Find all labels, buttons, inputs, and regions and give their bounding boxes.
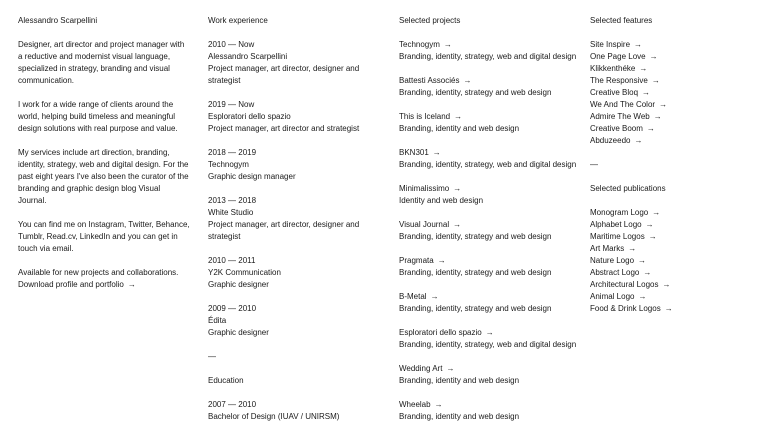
project-description: Branding, identity, strategy, web and digital design: [399, 340, 577, 349]
arrow-right-icon: →: [638, 292, 647, 301]
project-description: Branding, identity and web design: [399, 412, 520, 421]
feature-link[interactable]: Creative Bloq →: [590, 88, 651, 97]
education-years: 2007 — 2010: [208, 400, 257, 409]
download-profile-link[interactable]: Download profile and portfolio →: [18, 280, 136, 289]
work-years: 2013 — 2018: [208, 196, 257, 205]
project-link[interactable]: B-Metal →: [399, 292, 439, 301]
work-entry: [208, 99, 380, 135]
project-link[interactable]: This is Iceland →: [399, 112, 463, 121]
work-years: 2019 — Now: [208, 100, 255, 109]
project-description: Branding, identity, strategy, web and digital design: [399, 52, 577, 61]
project-description: Branding, identity and web design: [399, 376, 520, 385]
feature-link[interactable]: We And The Color →: [590, 100, 668, 109]
work-years: 2009 — 2010: [208, 304, 257, 313]
feature-link[interactable]: Creative Boom →: [590, 124, 655, 133]
arrow-right-icon: →: [446, 364, 455, 373]
project-link[interactable]: Wedding Art →: [399, 364, 455, 373]
feature-link[interactable]: Klikkenthéke →: [590, 64, 648, 73]
project-item: [399, 399, 579, 423]
work-role: Graphic designer: [208, 328, 269, 337]
project-item: [399, 327, 579, 351]
project-link[interactable]: Pragmata →: [399, 256, 446, 265]
bio-paragraph: My services include art direction, branding, identity, strategy, web and digital design. For the past eight years I've also been the curator of the branding and graphic design blog Visual Journal.: [18, 148, 189, 205]
project-item: [399, 39, 579, 63]
bio-paragraph: I work for a wide range of clients around the world, helping build timeless and meaningful design solutions with real purpose and value.: [18, 100, 178, 133]
project-description: Branding, identity, strategy and web design: [399, 232, 552, 241]
project-link[interactable]: BKN301 →: [399, 148, 441, 157]
features-column: [590, 15, 770, 315]
features-list: [590, 39, 770, 147]
selected-projects-heading: Selected projects: [399, 16, 461, 25]
arrow-right-icon: →: [430, 292, 439, 301]
publication-link[interactable]: Art Marks →: [590, 244, 637, 253]
project-item: [399, 75, 579, 99]
arrow-right-icon: →: [485, 328, 494, 337]
arrow-right-icon: →: [646, 124, 655, 133]
selected-publications-heading: Selected publications: [590, 184, 666, 193]
arrow-right-icon: →: [662, 280, 671, 289]
bio-paragraph: Designer, art director and project manager with a reductive and modernist visual language, specialized in strategy, branding and visual communication.: [18, 40, 185, 85]
arrow-right-icon: →: [664, 304, 673, 313]
project-description: Branding, identity, strategy and web design: [399, 88, 552, 97]
publication-link[interactable]: Nature Logo →: [590, 256, 647, 265]
work-years: 2010 — Now: [208, 40, 255, 49]
about-column: [18, 15, 190, 291]
arrow-right-icon: →: [634, 40, 643, 49]
arrow-right-icon: →: [653, 112, 662, 121]
feature-link[interactable]: Site Inspire →: [590, 40, 643, 49]
work-entry: [208, 255, 380, 291]
project-item: [399, 255, 579, 279]
publication-link[interactable]: Architectural Logos →: [590, 280, 671, 289]
work-role: Graphic design manager: [208, 172, 296, 181]
work-years: 2018 — 2019: [208, 148, 257, 157]
section-separator: —: [208, 352, 216, 361]
arrow-right-icon: →: [651, 76, 660, 85]
publications-list: [590, 207, 770, 315]
project-description: Branding, identity, strategy and web design: [399, 268, 552, 277]
arrow-right-icon: →: [642, 88, 651, 97]
bio-paragraph: You can find me on Instagram, Twitter, Behance, Tumblr, Read.cv, LinkedIn and you can get in touch via email.: [18, 220, 190, 253]
work-org: White Studio: [208, 208, 254, 217]
publication-link[interactable]: Food & Drink Logos →: [590, 304, 673, 313]
work-org: Alessandro Scarpellini: [208, 52, 288, 61]
work-org: Esploratori dello spazio: [208, 112, 291, 121]
education-heading: Education: [208, 376, 244, 385]
work-years: 2010 — 2011: [208, 256, 256, 265]
project-link[interactable]: Visual Journal →: [399, 220, 462, 229]
project-link[interactable]: Minimalissimo →: [399, 184, 462, 193]
project-link[interactable]: Wheelab →: [399, 400, 443, 409]
arrow-right-icon: →: [454, 112, 463, 121]
project-description: Branding, identity and web design: [399, 124, 520, 133]
arrow-right-icon: →: [652, 208, 661, 217]
project-link[interactable]: Esploratori dello spazio →: [399, 328, 494, 337]
arrow-right-icon: →: [127, 280, 136, 289]
publication-link[interactable]: Monogram Logo →: [590, 208, 661, 217]
work-entry: [208, 195, 380, 243]
work-org: Technogym: [208, 160, 249, 169]
arrow-right-icon: →: [649, 52, 658, 61]
project-link[interactable]: Technogym →: [399, 40, 452, 49]
arrow-right-icon: →: [639, 64, 648, 73]
project-item: [399, 219, 579, 243]
arrow-right-icon: →: [453, 184, 462, 193]
site-owner-name: Alessandro Scarpellini: [18, 16, 98, 25]
work-org: Édita: [208, 316, 227, 325]
work-role: Project manager, art director and strategist: [208, 124, 360, 133]
work-entry: [208, 147, 380, 183]
publication-link[interactable]: Maritime Logos →: [590, 232, 657, 241]
work-column: [208, 15, 380, 435]
arrow-right-icon: →: [628, 244, 637, 253]
section-separator: —: [590, 160, 598, 169]
arrow-right-icon: →: [645, 220, 654, 229]
arrow-right-icon: →: [648, 232, 657, 241]
projects-column: [399, 15, 579, 435]
work-experience-heading: Work experience: [208, 16, 268, 25]
education-entry: [208, 399, 380, 423]
arrow-right-icon: →: [453, 220, 462, 229]
arrow-right-icon: →: [443, 40, 452, 49]
work-entry: [208, 39, 380, 87]
project-item: [399, 363, 579, 387]
arrow-right-icon: →: [638, 256, 647, 265]
project-item: [399, 183, 579, 207]
work-entry: [208, 303, 380, 339]
arrow-right-icon: →: [437, 256, 446, 265]
availability-block: [18, 267, 190, 291]
arrow-right-icon: →: [432, 148, 441, 157]
selected-features-heading: Selected features: [590, 16, 653, 25]
arrow-right-icon: →: [643, 268, 652, 277]
feature-link[interactable]: The Responsive →: [590, 76, 660, 85]
project-item: [399, 147, 579, 171]
project-link[interactable]: Battesti Associés →: [399, 76, 472, 85]
project-item: [399, 111, 579, 135]
work-org: Y2K Communication: [208, 268, 281, 277]
publication-link[interactable]: Animal Logo →: [590, 292, 647, 301]
publication-link[interactable]: Abstract Logo →: [590, 268, 652, 277]
work-role: Project manager, art director, designer and strategist: [208, 220, 360, 241]
arrow-right-icon: →: [463, 76, 472, 85]
work-role: Graphic designer: [208, 280, 269, 289]
feature-link[interactable]: Abduzeedo →: [590, 136, 643, 145]
arrow-right-icon: →: [434, 400, 443, 409]
education-org: Bachelor of Design (IUAV / UNIRSM): [208, 412, 340, 421]
project-description: Identity and web design: [399, 196, 484, 205]
work-role: Project manager, art director, designer and strategist: [208, 64, 360, 85]
arrow-right-icon: →: [659, 100, 668, 109]
arrow-right-icon: →: [634, 136, 643, 145]
feature-link[interactable]: Admire The Web →: [590, 112, 662, 121]
project-item: [399, 291, 579, 315]
project-description: Branding, identity, strategy, web and digital design: [399, 160, 577, 169]
availability-text: Available for new projects and collaborations.: [18, 268, 179, 277]
feature-link[interactable]: One Page Love →: [590, 52, 658, 61]
publication-link[interactable]: Alphabet Logo →: [590, 220, 654, 229]
project-description: Branding, identity, strategy and web design: [399, 304, 552, 313]
